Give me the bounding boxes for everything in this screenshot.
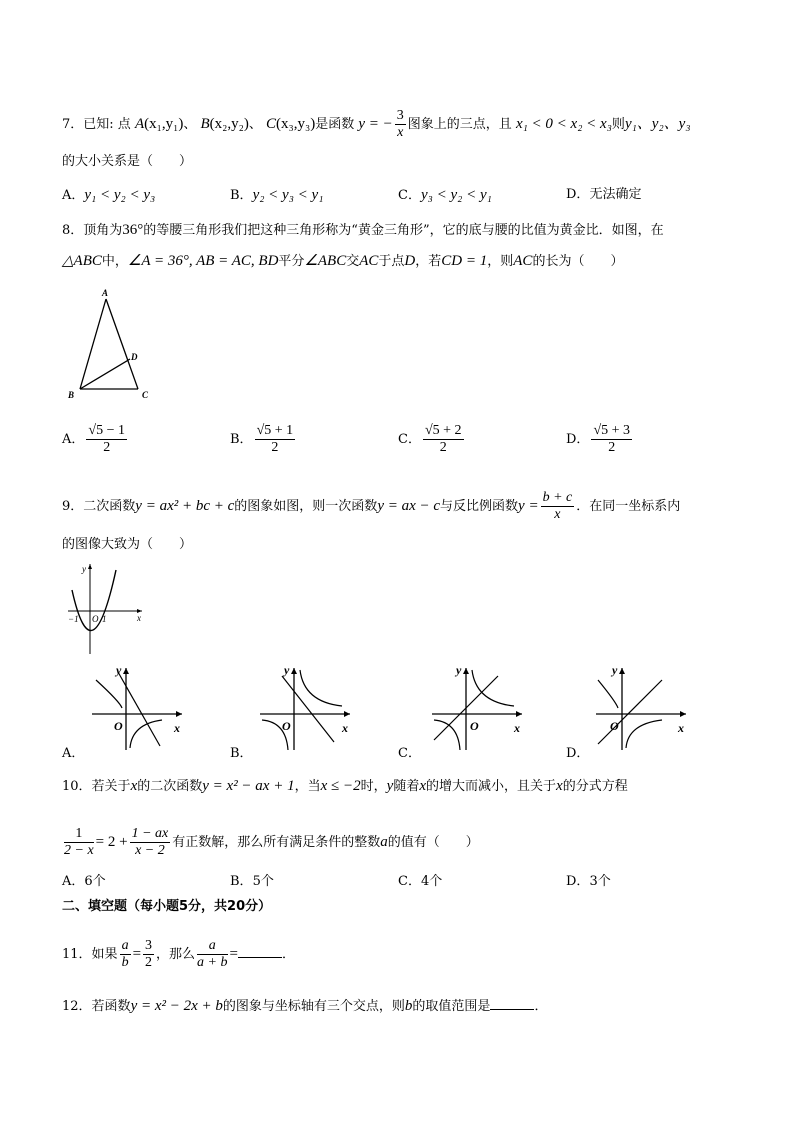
q8-option-a[interactable]: A． $\frac{√5 - 1}{2}$: [62, 423, 125, 455]
q8-label-c: C: [142, 390, 149, 400]
q12-answer-blank[interactable]: [490, 995, 534, 1010]
q8-label-d: D: [131, 352, 138, 362]
q9-option-c[interactable]: C．: [398, 746, 421, 761]
svg-text:y: y: [456, 663, 462, 677]
q8-option-b[interactable]: B． $\frac{√5 + 1}{2}$: [230, 423, 294, 455]
q7-line2: 的大小关系是（ ）: [62, 154, 193, 169]
q9-graph-b: [256, 662, 354, 754]
svg-text:y: y: [82, 564, 86, 574]
q8-label-b: B: [68, 390, 75, 400]
q9-graph-a: [88, 662, 186, 754]
q8-option-d[interactable]: D． $\frac{√5 + 3}{2}$: [566, 423, 631, 455]
q9-option-d[interactable]: D．: [566, 746, 590, 761]
q7-option-c[interactable]: C．y₃ < y₂ < y₁: [398, 187, 492, 203]
q8-triangle-figure: [60, 285, 160, 405]
q9-graph-d: [592, 662, 690, 754]
svg-text:O: O: [470, 719, 479, 733]
svg-text:x: x: [514, 721, 520, 735]
q9-line2: 的图像大致为（ ）: [62, 537, 193, 552]
svg-text:x: x: [174, 721, 180, 735]
svg-text:x: x: [137, 613, 141, 623]
q10-option-a[interactable]: A．6个: [62, 874, 106, 889]
q11-answer-blank[interactable]: [238, 943, 282, 958]
q9-graph-c: [428, 662, 526, 754]
q12-line: 12．若函数y = x² − 2x + b的图象与坐标轴有三个交点，则b的取值范围是 ．: [62, 995, 547, 1017]
svg-text:y: y: [116, 663, 122, 677]
q8-line2: △ABC中，∠A = 36°, AB = AC, BD平分∠ABC交AC于点D，若CD = 1，则AC的长为（ ）: [62, 253, 624, 269]
q9-line1: 9．二次函数y = ax² + bc + c的图象如图，则一次函数y = ax − c与反比例函数y = $\frac{b + c}{x}$ ．在同一坐标系内: [62, 490, 681, 522]
section-heading: 二、填空题（每小题5分，共20分）: [62, 899, 272, 914]
q9-parabola-figure: [64, 560, 148, 658]
q10-line2: $\frac{1}{2 - x}$ = 2 + $\frac{1 - ax}{x - 2}$ 有正数解，那么所有满足条件的整数a的值有（ ）: [64, 826, 479, 858]
q8-label-a: A: [102, 288, 109, 298]
q7-option-b[interactable]: B．y₂ < y₃ < y₁: [230, 187, 324, 203]
q7-line1: 7．已知: 点 A(x₁,y₁)、 B(x₂,y₂)、 C(x₃,y₃)是函数 y = − $\frac{3}{x}$ 图象上的三点，且 x₁ < 0 < x₂ < x₃则y₁、y₂、y₃: [62, 108, 691, 140]
svg-text:O: O: [610, 719, 619, 733]
svg-text:O: O: [114, 719, 123, 733]
q10-option-d[interactable]: D．3个: [566, 874, 611, 889]
q9-option-a[interactable]: A．: [62, 746, 85, 761]
q11-line: 11．如果 $\frac{a}{b}$ = $\frac{3}{2}$ ，那么 $\frac{a}{a + b}$ = ．: [62, 938, 295, 970]
q10-line1: 10．若关于x的二次函数y = x² − ax + 1，当x ≤ −2时，y随着x的增大而减小，且关于x的分式方程: [62, 778, 628, 794]
q10-option-c[interactable]: C．4个: [398, 874, 443, 889]
svg-text:y: y: [284, 663, 290, 677]
q8-option-c[interactable]: C． $\frac{√5 + 2}{2}$: [398, 423, 462, 455]
q10-option-b[interactable]: B．5个: [230, 874, 274, 889]
svg-text:x: x: [342, 721, 348, 735]
q7-option-d[interactable]: D．无法确定: [566, 187, 642, 202]
svg-text:O: O: [92, 614, 99, 624]
svg-text:y: y: [612, 663, 618, 677]
svg-text:1: 1: [102, 614, 107, 624]
q8-line1: 8．顶角为36°的等腰三角形我们把这种三角形称为“黄金三角形”，它的底与腰的比值为黄金比．如图，在: [62, 222, 664, 238]
q9-option-b[interactable]: B．: [230, 746, 253, 761]
svg-text:O: O: [282, 719, 291, 733]
svg-text:−1: −1: [68, 614, 79, 624]
q7-option-a[interactable]: A．y₁ < y₂ < y₃: [62, 187, 156, 203]
svg-text:x: x: [678, 721, 684, 735]
